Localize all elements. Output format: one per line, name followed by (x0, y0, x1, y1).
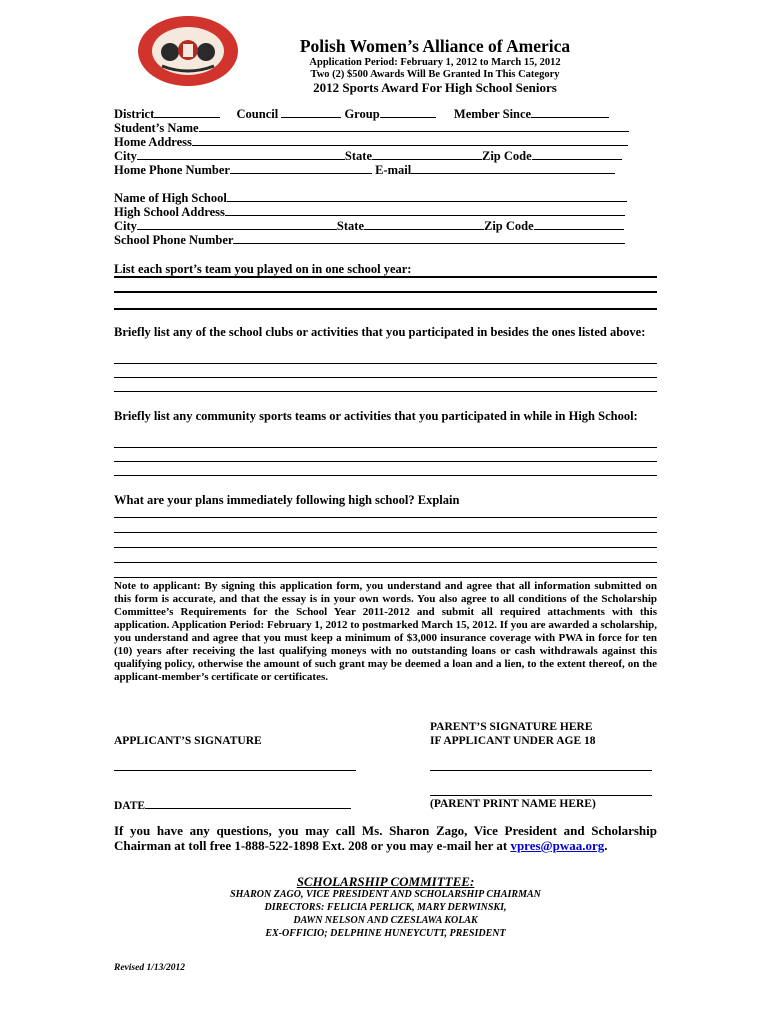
school-address-label: High School Address (114, 205, 225, 219)
council-label: Council (236, 107, 279, 121)
school-address-field[interactable] (225, 205, 625, 216)
school-state-field[interactable] (364, 219, 484, 230)
parent-signature-heading-2: IF APPLICANT UNDER AGE 18 (430, 735, 596, 747)
parent-signature-line[interactable] (430, 770, 652, 771)
school-zip-field[interactable] (534, 219, 624, 230)
awards-note: Two (2) $500 Awards Will Be Granted In This Category (310, 69, 560, 80)
city-label: City (114, 149, 137, 163)
clubs-answer-line-1[interactable] (114, 363, 657, 364)
group-field[interactable] (380, 107, 436, 118)
applicant-signature-heading: APPLICANT’S SIGNATURE (114, 735, 262, 747)
committee-line-3: DAWN NELSON AND CZESLAWA KOLAK (293, 915, 478, 926)
email-field[interactable] (411, 163, 615, 174)
district-label: District (114, 107, 155, 121)
sports-answer-line-3[interactable] (114, 308, 657, 310)
contact-text: If you have any questions, you may call Ms. Sharon Zago, Vice President and Scholarship Chairman at toll free 1-888-522-1898 Ext. 208 or you may e-mail her at (114, 823, 657, 853)
committee-line-2: DIRECTORS: FELICIA PERLICK, MARY DERWINSKI, (264, 902, 507, 913)
zip-label: Zip Code (482, 149, 532, 163)
applicant-signature-line[interactable] (114, 770, 356, 771)
plans-answer-line-5[interactable] (114, 577, 657, 578)
state-field[interactable] (372, 149, 482, 160)
revised-date: Revised 1/13/2012 (114, 963, 185, 973)
member-since-field[interactable] (531, 107, 609, 118)
contact-period: . (604, 838, 608, 853)
home-phone-label: Home Phone Number (114, 163, 230, 177)
committee-line-4: EX-OFFICIO; DELPHINE HUNEYCUTT, PRESIDENT (265, 928, 506, 939)
date-field[interactable] (145, 798, 351, 809)
community-answer-line-2[interactable] (114, 461, 657, 462)
home-phone-field[interactable] (230, 163, 372, 174)
zip-field[interactable] (532, 149, 622, 160)
home-address-label: Home Address (114, 135, 192, 149)
community-answer-line-1[interactable] (114, 447, 657, 448)
city-field[interactable] (137, 149, 345, 160)
school-name-field[interactable] (227, 191, 627, 202)
contact-email-link[interactable]: vpres@pwaa.org (510, 838, 605, 853)
school-city-field[interactable] (137, 219, 337, 230)
plans-question: What are your plans immediately following high school? Explain (114, 493, 460, 507)
clubs-answer-line-2[interactable] (114, 377, 657, 378)
plans-answer-line-2[interactable] (114, 532, 657, 533)
sports-answer-line-1[interactable] (114, 276, 657, 278)
date-label: DATE (114, 800, 146, 812)
school-phone-field[interactable] (233, 233, 625, 244)
clubs-answer-line-3[interactable] (114, 391, 657, 392)
plans-answer-line-3[interactable] (114, 547, 657, 548)
contact-paragraph (114, 823, 657, 853)
applicant-note: Note to applicant: By signing this application form, you understand and agree that all information submitted on this form is accurate, and that the essay is in your own words. You also agree to all conditions of the Scholarship Committee’s Requirements for the School Year 2011-2012 and submit all required attachments with this application. Application Period: February 1, 2012 to postmarked March 15, 2012. If you are awarded a scholarship, you understand and agree that you must keep a minimum of $3,000 insurance coverage with PWA in force for ten (10) years after receiving the last qualifying moneys with no outstanding loans or cash withdrawals against this qualifying policy, otherwise the amount of such grant may be deemed a loan and a lien, to the extent thereof, on the applicant-member’s certificate or certificates. (114, 580, 657, 683)
form-title: Polish Women’s Alliance of America (299, 36, 571, 56)
student-name-label: Student’s Name (114, 121, 199, 135)
student-name-field[interactable] (199, 121, 629, 132)
member-since-label: Member Since (453, 107, 532, 121)
state-label: State (344, 149, 372, 163)
sports-question: List each sport’s team you played on in one school year: (114, 262, 412, 276)
school-zip-label: Zip Code (484, 219, 534, 233)
plans-answer-line-4[interactable] (114, 562, 657, 563)
date-field-row (114, 798, 351, 812)
clubs-question: Briefly list any of the school clubs or activities that you participated in besides the ones listed above: (114, 325, 646, 339)
community-answer-line-3[interactable] (114, 475, 657, 476)
council-field[interactable] (281, 107, 341, 118)
committee-heading: SCHOLARSHIP COMMITTEE: (296, 874, 475, 889)
parent-print-label: (PARENT PRINT NAME HERE) (430, 798, 596, 810)
district-field[interactable] (154, 107, 220, 118)
sports-answer-line-2[interactable] (114, 291, 657, 293)
email-label: E-mail (375, 163, 412, 177)
community-question: Briefly list any community sports teams or activities that you participated in while in High School: (114, 409, 638, 423)
school-city-label: City (114, 219, 137, 233)
committee-line-1: SHARON ZAGO, VICE PRESIDENT AND SCHOLARSHIP CHAIRMAN (230, 889, 541, 900)
school-phone-label: School Phone Number (114, 233, 234, 247)
pwa-seal-logo (136, 14, 240, 88)
parent-signature-heading-1: PARENT’S SIGNATURE HERE (430, 721, 593, 733)
school-state-label: State (336, 219, 364, 233)
home-address-field[interactable] (192, 135, 628, 146)
form-subtitle: 2012 Sports Award For High School Seniors (313, 80, 557, 95)
plans-answer-line-1[interactable] (114, 517, 657, 518)
school-name-label: Name of High School (114, 191, 227, 205)
group-label: Group (344, 107, 380, 121)
application-period: Application Period: February 1, 2012 to March 15, 2012 (309, 57, 561, 68)
parent-print-name-line[interactable] (430, 795, 652, 796)
